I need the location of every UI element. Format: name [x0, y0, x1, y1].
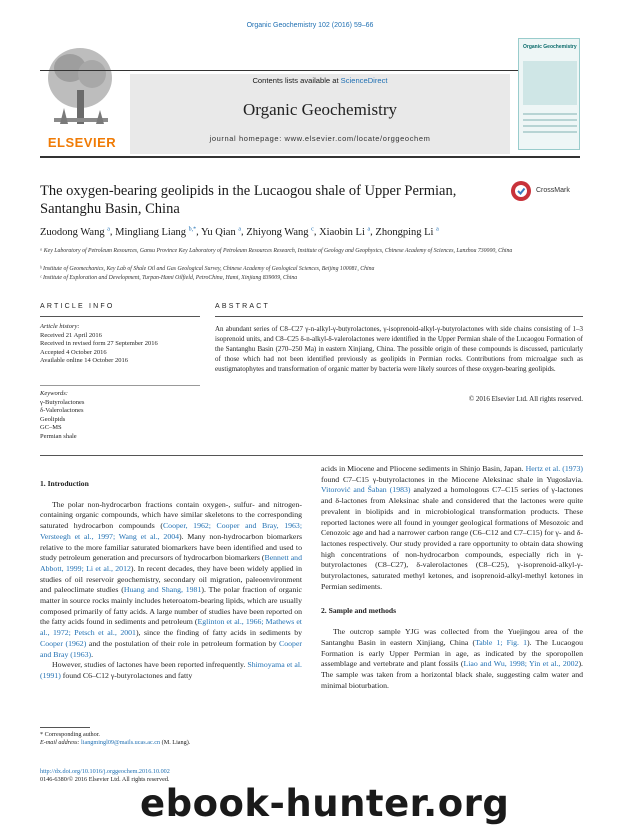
affiliation: ᵃ Key Laboratory of Petroleum Resources, Gansu Province Key Laboratory of Petroleum Resources Research, Institute of Geology and Geophysics, Chinese Academy of Sciences, Lanzhou 730000, China [40, 248, 513, 254]
citation-link[interactable]: Cooper and Bray (1963) [40, 638, 302, 659]
footnote-divider [40, 727, 90, 728]
masthead-top-rule [40, 70, 580, 71]
history-item: Accepted 4 October 2016 [40, 348, 107, 356]
citation-link[interactable]: Bennett and Abbott, 1999; Li et al., 2012 [40, 553, 302, 573]
abstract-heading: ABSTRACT [215, 303, 270, 310]
divider [215, 316, 583, 317]
crossmark-icon [510, 180, 532, 202]
abstract-text: An abundant series of C8–C27 γ-n-alkyl-γ-butyrolactones, γ-isoprenoid-alkyl-γ-butyrolactones with side chains consisting of 1–3 isoprenoid units, and C8–C25 δ-n-alkyl-δ-valerolactones were identified in the Upper Permian shale of the Lucaogou Formation of the Santanghu Basin (270–250 Ma) in eastern Xinjiang, China. The possible origin of these compounds is discussed, particularly of those which had not been identified previously as geolipids in Permian rocks. Contributions from microalgae such as eustigmatophytes and transformation of organic matter by bacteria were likely sources of these oxygen-bearing geolipids. [215, 325, 583, 374]
section-heading-introduction: 1. Introduction [40, 479, 89, 488]
elsevier-tree-logo [40, 38, 122, 150]
citation-link[interactable]: Eglinton et al., 1966; Mathews et al., 1972; Petsch et al., 2001 [40, 617, 302, 638]
section-heading-methods: 2. Sample and methods [321, 606, 397, 616]
cover-title: Organic Geochemistry [523, 44, 577, 50]
footnotes [40, 731, 300, 747]
cover-line [523, 119, 577, 121]
citation-link[interactable]: Cooper (1962) [40, 638, 87, 648]
citation-link[interactable]: Vitorović and Šaban (1983) [321, 485, 411, 495]
history-item: Available online 14 October 2016 [40, 357, 128, 365]
paragraph: The outcrop sample YJG was collected from the Yuejingou area of the Santanghu Basin in eastern Xinjiang, China (Table 1; Fig. 1). The Lucaogou Formation is early Upper Permian in age, as indicated by the sporopollen assemblage and vertebrate and plant fossils (Liao and Wu, 1998; Yin et al., 2002). The sample was taken from a horizontal black shale, suggesting calm water and minimal bioturbation. [321, 627, 584, 690]
paragraph: acids in Miocene and Pliocene sediments in Shinjo Basin, Japan. Hertz et al. (1973) found C7–C15 γ-butyrolactones in the Miocene Aleksinac shale in Yugoslavia. Vitorović and Šaban (1983) analyzed a homologous C7–C15 series of γ-lactones and δ-lactones from Aleksinac shale and considered that the lactones were quite prevalent in biolipids and in microbiological transformation products. These reported lactones were all found in younger geological formations of Mesozoic and Cenozoic age and had a narrower carbon range (C6–C12 and C7–C15) for γ- and δ-lactones respectively. Our study provided a rare opportunity to obtain data showing high concentrations of non-hydrocarbon compounds, especially rich in γ-butyrolactones (C8–C27), δ-valerolactones (C8–C25), γ-isoprenoid-alkyl-γ-butyrolactones, saturated methyl ketones, and isoprenoid-alkyl-methyl ketones in Permian sediments. [321, 464, 584, 591]
cover-line [523, 113, 577, 115]
contents-prefix: Contents lists available at [252, 76, 341, 85]
elsevier-wordmark: ELSEVIER [47, 135, 117, 150]
citation-link[interactable]: Hertz et al. (1973) [525, 464, 584, 473]
doi-link[interactable]: http://dx.doi.org/10.1016/j.orggeochem.2016.10.002 [40, 768, 170, 775]
keyword: γ-Butyrolactones [40, 398, 85, 406]
journal-cover-thumbnail [518, 38, 580, 150]
history-item: Received 21 April 2016 [40, 331, 102, 339]
email-link[interactable]: liangmingl09@mails.ucas.ac.cn [81, 739, 161, 746]
citation-link[interactable]: Huang and Shang, 1981 [123, 585, 202, 595]
article-history [40, 323, 190, 366]
watermark: ebook-hunter.org [140, 782, 510, 825]
cross-reference-link[interactable]: Table 1; Fig. 1 [475, 637, 528, 647]
journal-homepage-link[interactable]: journal homepage: www.elsevier.com/locate/orggeochem [209, 134, 431, 143]
journal-citation[interactable]: Organic Geochemistry 102 (2016) 59–66 [246, 22, 374, 29]
history-heading: Article history: [40, 323, 80, 330]
keyword: Geolipids [40, 415, 66, 423]
affiliation: ᵇ Institute of Geomechanics, Key Lab of Shale Oil and Gas Geological Survey, Chinese Academy of Geological Sciences, Beijing 100081, China [40, 266, 375, 272]
divider [40, 455, 583, 456]
cover-band [523, 61, 577, 105]
divider [40, 316, 200, 317]
cover-line [523, 131, 577, 133]
author[interactable]: Xiaobin Li $^a$ [319, 226, 371, 238]
cover-line [523, 125, 577, 127]
journal-title: Organic Geochemistry [242, 100, 398, 119]
email-note: E-mail address: liangmingl09@mails.ucas.ac.cn (M. Liang). [40, 739, 191, 746]
crossmark-button[interactable] [510, 180, 582, 202]
issn-line: 0146-6380/© 2016 Elsevier Ltd. All rights reserved. [40, 776, 170, 783]
author[interactable]: Zhiyong Wang $^c$ [246, 226, 314, 238]
crossmark-label: CrossMark [536, 187, 570, 194]
article-info-heading: ARTICLE INFO [40, 303, 115, 310]
sciencedirect-link[interactable]: ScienceDirect [340, 76, 388, 85]
abstract-copyright: © 2016 Elsevier Ltd. All rights reserved. [468, 395, 583, 403]
masthead-bottom-rule [40, 156, 580, 158]
paragraph: The polar non-hydrocarbon fractions contain oxygen-, sulfur- and nitrogen-containing organic compounds, which have similar skeletons to the corresponding saturated hydrocarbon compounds (Cooper, 1962; Cooper and Bray, 1963; Versteegh et al., 1997; Wang et al., 2004). Many non-hydrocarbon biomarkers relative to the more familiar saturated biomarkers have been identified and used to study petroleum generation and precursors of hydrocarbon biomarkers (Bennett and Abbott, 1999; Li et al., 2012). In recent decades, they have been widely applied in studies of oil reservoir geochemistry, secondary oil migration, paleoenvironment and paleoclimate studies (Huang and Shang, 1981). The polar fraction of organic matter in source rocks mainly includes heteroatom-bearing lipids, which are usually composed primarily of fatty acids. A large number of studies have been reported on the fatty acids found in sediments and petroleum (Eglinton et al., 1966; Mathews et al., 1972; Petsch et al., 2001), since the finding of fatty acids in sediments by Cooper (1962) and the postulation of their role in petroleum formation by Cooper and Bray (1963). [40, 499, 303, 659]
keywords-heading: Keywords: [40, 390, 68, 397]
history-item: Received in revised form 27 September 2016 [40, 340, 158, 348]
author[interactable]: Zhongping Li $^a$ [375, 226, 439, 238]
citation-link[interactable]: Liao and Wu, 1998; Yin et al., 2002 [463, 659, 579, 669]
keyword: δ-Valerolactones [40, 407, 84, 415]
divider [40, 385, 200, 386]
contents-available-line [130, 76, 510, 85]
keywords [40, 390, 190, 442]
keyword: GC–MS [40, 424, 62, 432]
journal-masthead [40, 38, 580, 156]
author[interactable]: Zuodong Wang $^a$ [40, 226, 110, 238]
citation-link[interactable]: Cooper, 1962; Cooper and Bray, 1963; Versteegh et al., 1997; Wang et al., 2004 [40, 521, 302, 541]
corresponding-author-note: * Corresponding author. [40, 731, 100, 738]
article-title: The oxygen-bearing geolipids in the Lucaogou shale of Upper Permian, Santanghu Basin, China [40, 183, 457, 217]
author-list: Zuodong Wang $^a$, Mingliang Liang $^{b,*}$, Yu Qian $^a$, Zhiyong Wang $^c$, Xiaobin Li $^a$, Zhongping Li $^a$ [40, 226, 439, 238]
body-column-left [40, 479, 302, 682]
body-column-right [321, 464, 583, 691]
paragraph: However, studies of lactones have been reported infrequently. Shimoyama et al. (1991) found C6–C12 γ-butyrolactones and fatty [40, 660, 302, 680]
citation-link[interactable]: Shimoyama et al. (1991) [40, 660, 302, 680]
author[interactable]: Yu Qian $^a$ [201, 226, 242, 238]
keyword: Permian shale [40, 432, 77, 440]
author[interactable]: Mingliang Liang $^{b,*}$ [115, 226, 197, 238]
affiliation: ᶜ Institute of Exploration and Development, Turpan-Hami Oilfield, PetroChina, Hami, Xinjiang 839009, China [40, 275, 298, 281]
